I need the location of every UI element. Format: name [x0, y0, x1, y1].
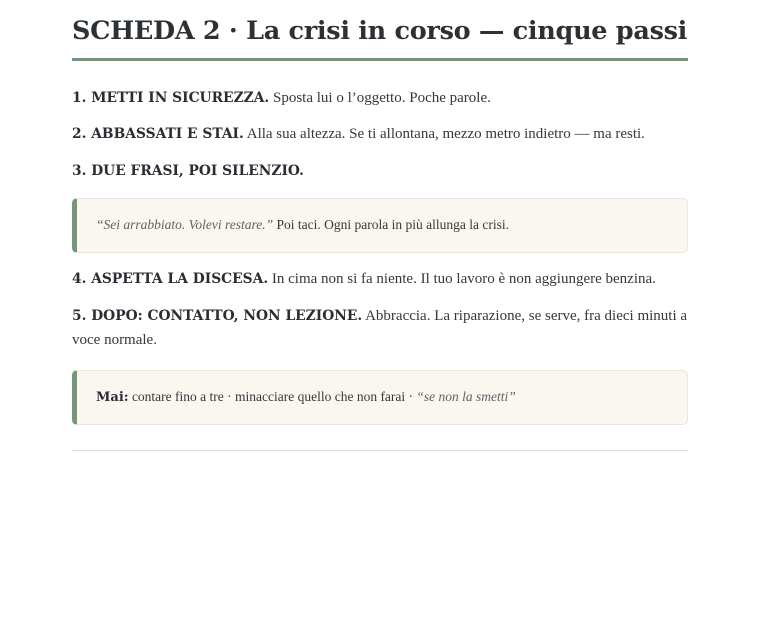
step-5-text: Abbraccia. La riparazione, se serve, fra dieci minuti a voce normale.	[72, 308, 688, 348]
step-4	[72, 267, 688, 291]
never-callout	[72, 370, 688, 425]
never-callout-quote: “se non la smetti”	[416, 389, 516, 404]
step-3	[72, 159, 688, 183]
step-4-heading: 4. ASPETTA LA DISCESA.	[72, 271, 269, 287]
step-1-text: Sposta lui o l’oggetto. Poche parole.	[272, 90, 491, 106]
phrases-callout	[72, 198, 688, 253]
step-5	[72, 304, 688, 352]
guide-sheet	[72, 0, 688, 451]
step-4-text: In cima non si fa niente. Il tuo lavoro è non aggiungere benzina.	[271, 271, 656, 287]
never-callout-lead: Mai:	[96, 390, 129, 405]
never-callout-text: contare fino a tre · minacciare quello che non farai ·	[131, 389, 414, 404]
title-divider	[72, 58, 688, 61]
step-1	[72, 86, 688, 110]
phrases-callout-text: Poi taci. Ogni parola in più allunga la crisi.	[276, 217, 509, 232]
page-title: SCHEDA 2 · La crisi in corso — cinque passi	[72, 16, 688, 46]
step-2	[72, 122, 688, 146]
step-2-heading: 2. ABBASSATI E STAI.	[72, 126, 244, 142]
step-3-heading: 3. DUE FRASI, POI SILENZIO.	[72, 163, 304, 179]
phrases-callout-quote: “Sei arrabbiato. Volevi restare.”	[96, 217, 274, 232]
bottom-divider	[72, 450, 688, 451]
step-2-text: Alla sua altezza. Se ti allontana, mezzo metro indietro — ma resti.	[246, 126, 645, 142]
step-5-heading: 5. DOPO: CONTATTO, NON LEZIONE.	[72, 308, 363, 324]
step-1-heading: 1. METTI IN SICUREZZA.	[72, 90, 270, 106]
